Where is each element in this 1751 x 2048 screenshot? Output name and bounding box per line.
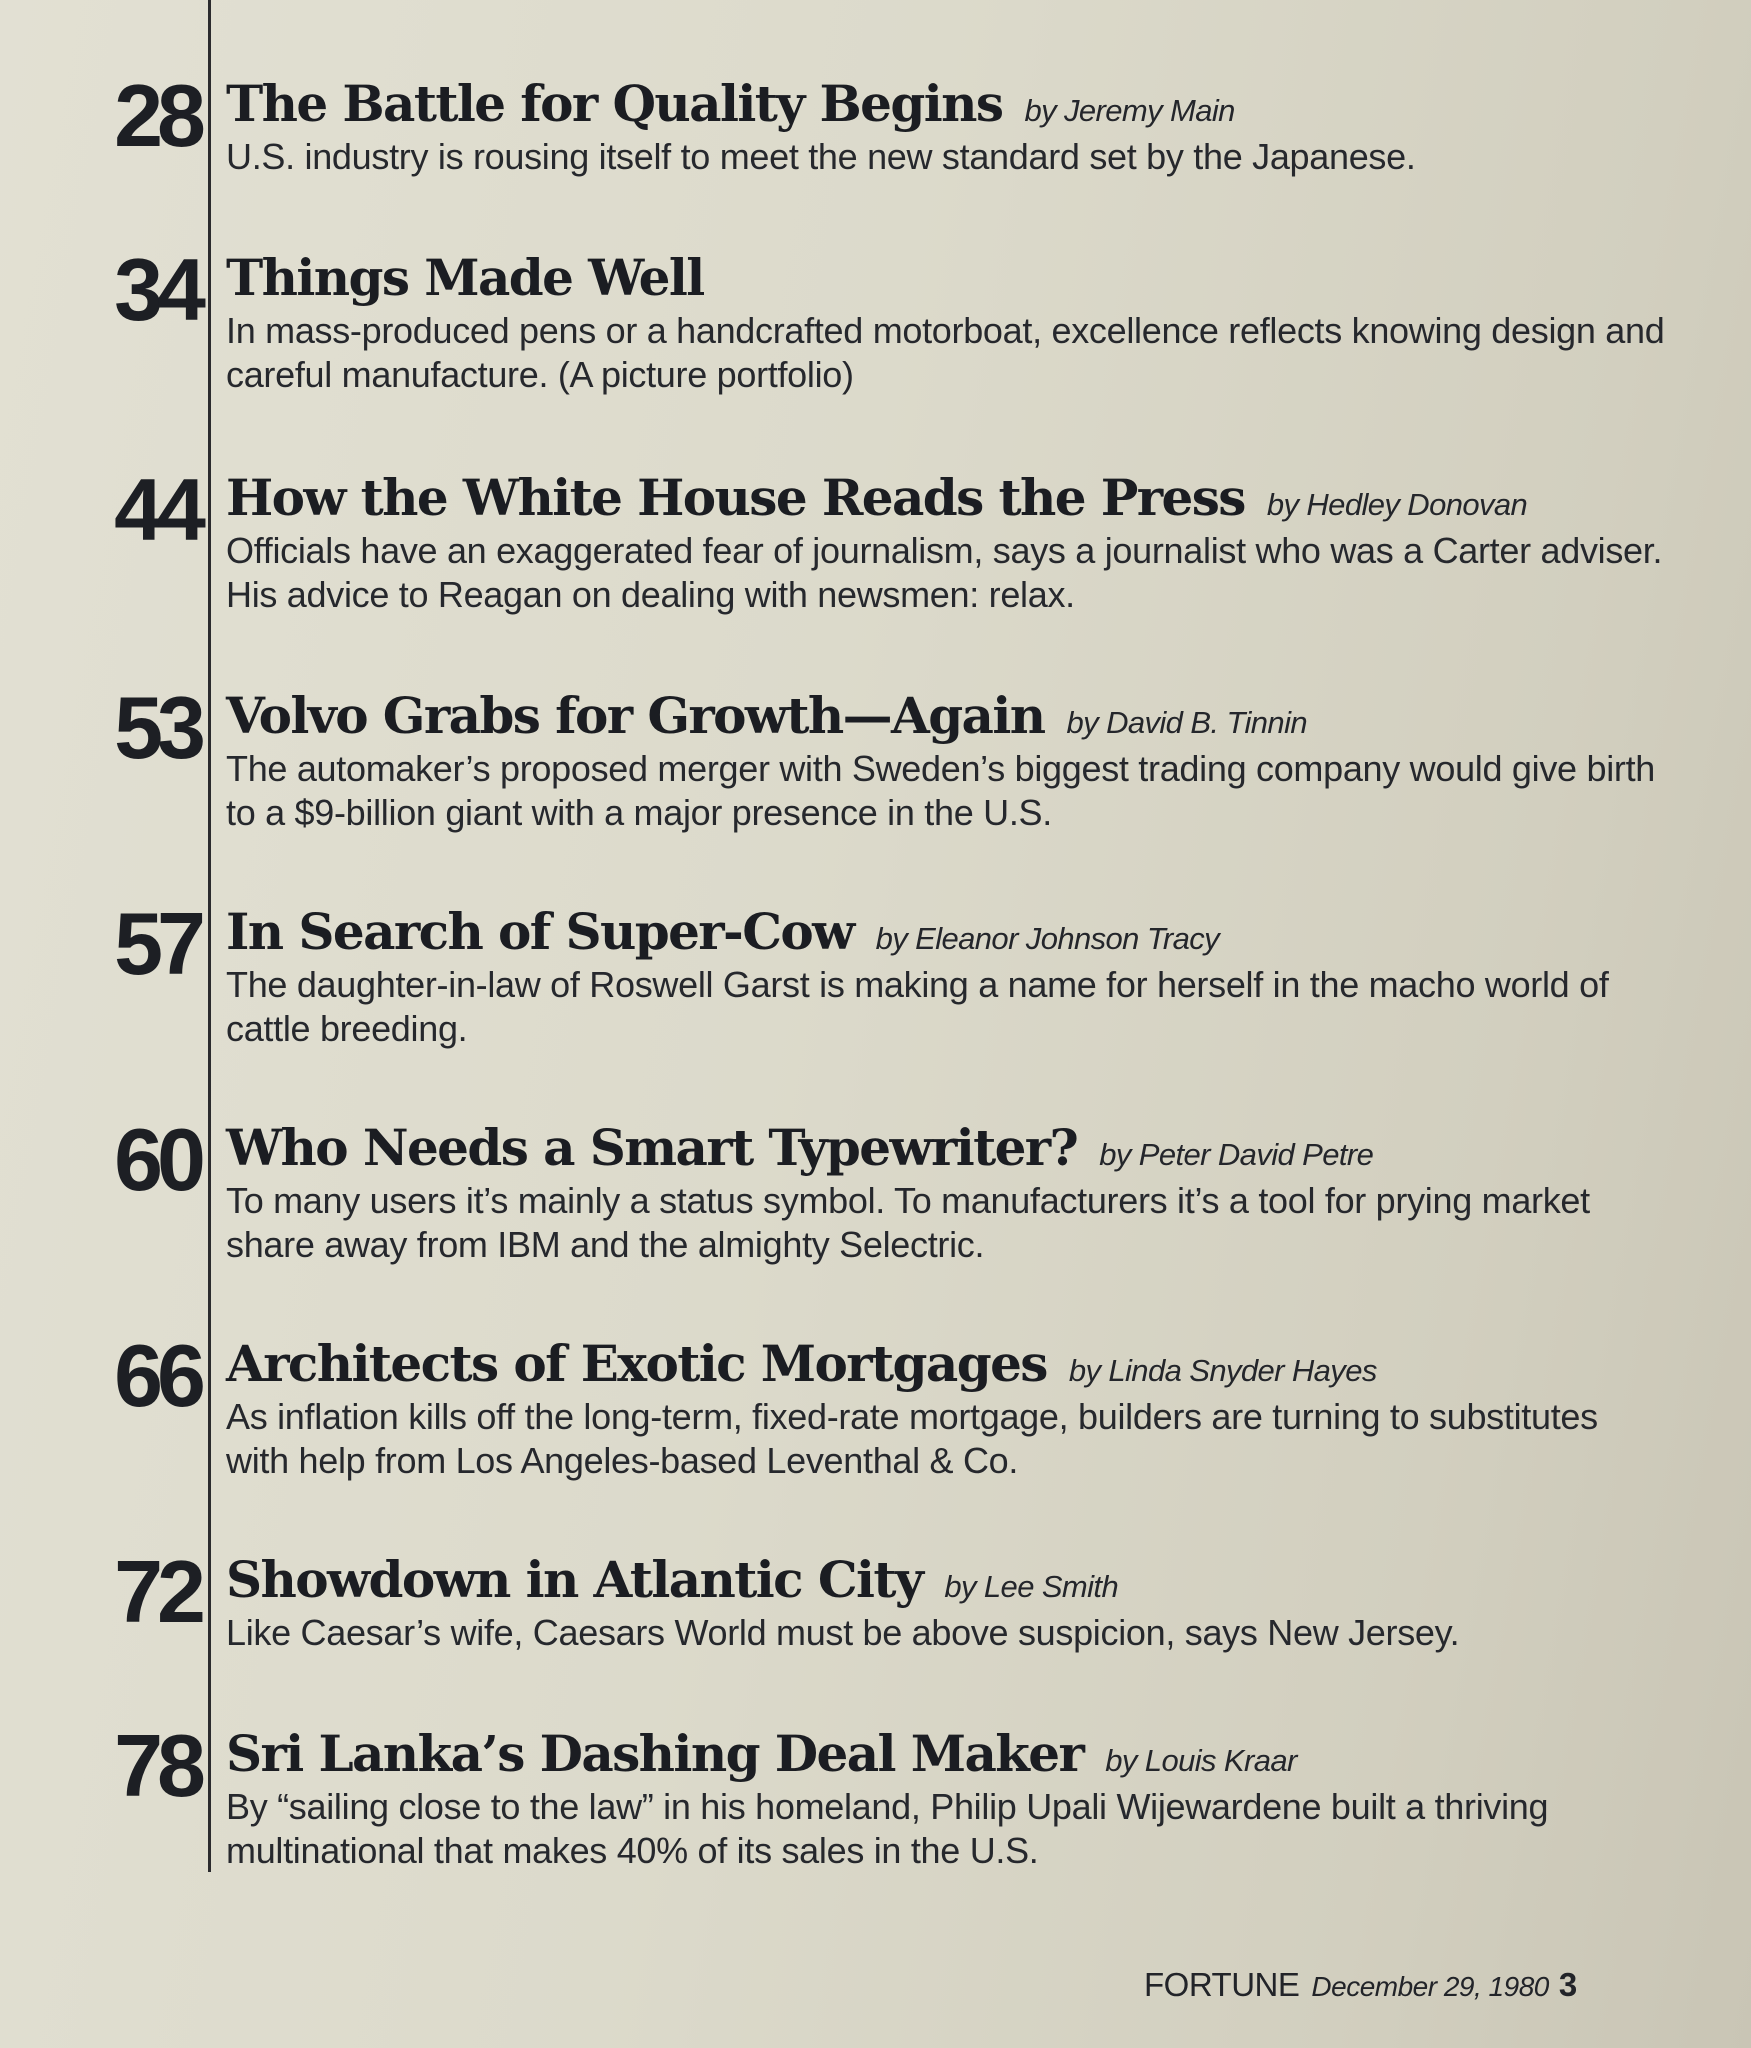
toc-entry [0,678,1700,890]
article-description: Officials have an exaggerated fear of journalism, says a journalist who was a Carter adviser. His advice to Reagan on dealing with newsmen: relax. [226,529,1663,615]
article-byline: by Peter David Petre [1099,1137,1374,1172]
page-number: 66 [114,1326,200,1425]
headline [226,1334,1666,1393]
toc-entry [0,460,1700,672]
article-byline: by Linda Snyder Hayes [1068,1353,1377,1388]
article-byline: by Lee Smith [944,1569,1119,1604]
article-byline: by David B. Tinnin [1066,705,1308,740]
article-title: Architects of Exotic Mortgages [226,1334,1047,1393]
headline [226,686,1666,745]
toc-entry [0,894,1700,1106]
page-number: 28 [114,66,200,165]
magazine-name: FORTUNE [1144,1966,1300,2003]
page-footer [1144,1966,1577,2004]
article-title: The Battle for Quality Begins [226,74,1003,133]
headline [226,248,1666,307]
article-title: Who Needs a Smart Typewriter? [226,1118,1078,1177]
folio-page-number: 3 [1558,1966,1578,2003]
page-number: 57 [114,894,200,993]
headline [226,902,1666,961]
entry-content [226,74,1666,179]
toc-entry [0,1110,1700,1322]
page-number: 44 [114,460,200,559]
entry-content [226,1118,1666,1267]
article-title: How the White House Reads the Press [226,468,1245,527]
headline [226,1724,1666,1783]
entry-content [226,1724,1666,1873]
headline [226,74,1666,133]
article-title: Sri Lanka’s Dashing Deal Maker [226,1724,1084,1783]
article-byline: by Louis Kraar [1105,1743,1297,1778]
article-description: To many users it’s mainly a status symbol. To manufacturers it’s a tool for prying market share away from IBM and the almighty Selectric. [226,1179,1590,1265]
article-description: In mass-produced pens or a handcrafted motorboat, excellence reflects knowing design and careful manufacture. (A picture portfolio) [226,309,1665,395]
article-description: By “sailing close to the law” in his homeland, Philip Upali Wijewardene built a thriving multinational that makes 40% of its sales in the U.S. [226,1785,1549,1871]
page-number: 78 [114,1716,200,1815]
article-byline: by Hedley Donovan [1266,487,1528,522]
article-description: The daughter-in-law of Roswell Garst is making a name for herself in the macho world of cattle breeding. [226,963,1609,1049]
article-byline: by Eleanor Johnson Tracy [875,921,1220,956]
page-number: 34 [114,240,200,339]
article-title: Volvo Grabs for Growth—Again [226,686,1045,745]
article-description: The automaker’s proposed merger with Sweden’s biggest trading company would give birth to a $9-billion giant with a major presence in the U.S. [226,747,1656,833]
article-byline: by Jeremy Main [1024,93,1235,128]
entry-content [226,1334,1666,1483]
issue-date: December 29, 1980 [1311,1971,1549,2002]
article-description: As inflation kills off the long-term, fixed-rate mortgage, builders are turning to substitutes with help from Los Angeles-based Leventhal & Co. [226,1395,1598,1481]
article-description: U.S. industry is rousing itself to meet the new standard set by the Japanese. [226,135,1416,177]
headline [226,468,1666,527]
page-number: 72 [114,1542,200,1641]
headline [226,1550,1666,1609]
entry-content [226,1550,1666,1655]
toc-entry [0,1326,1700,1538]
entry-content [226,902,1666,1051]
article-title: In Search of Super-Cow [226,902,854,961]
entry-content [226,686,1666,835]
page-number: 60 [114,1110,200,1209]
entry-content [226,468,1666,617]
headline [226,1118,1666,1177]
article-description: Like Caesar’s wife, Caesars World must be above suspicion, says New Jersey. [226,1611,1460,1653]
toc-entry [0,1716,1700,1928]
article-title: Showdown in Atlantic City [226,1550,923,1609]
toc-entry [0,240,1700,452]
page-number: 53 [114,678,200,777]
entry-content [226,248,1666,397]
article-title: Things Made Well [226,248,704,307]
